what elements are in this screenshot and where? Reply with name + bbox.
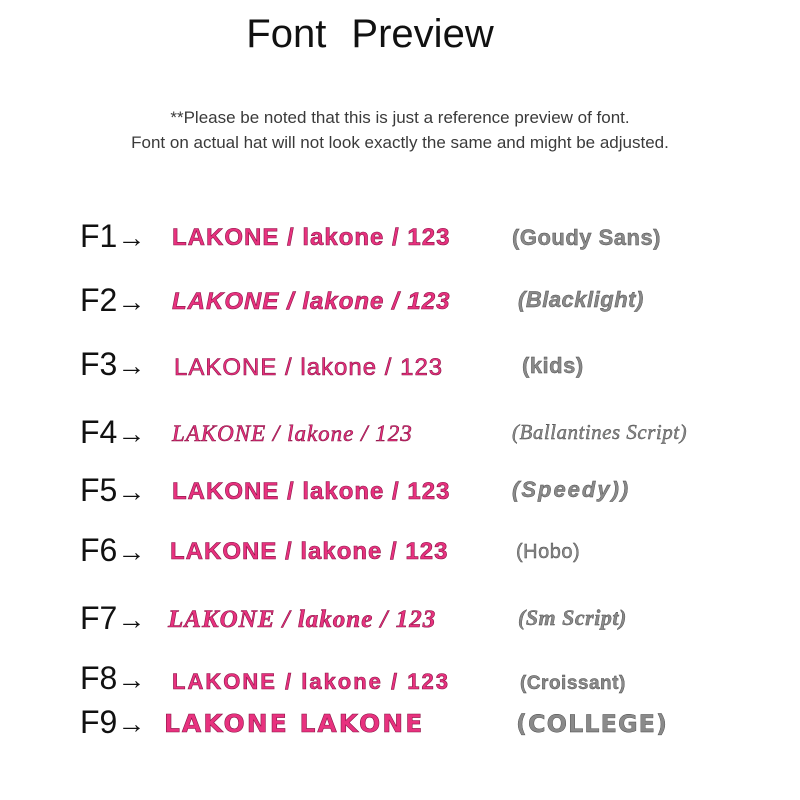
page-title: Font Preview [246,12,494,56]
font-sample: LAKONE / lakone / 123 [172,224,451,251]
arrow-icon: → [117,476,146,507]
font-row-f5 [0,470,800,520]
font-sample: LAKONE / lakone / 123 [174,354,444,381]
font-name: (Blacklight) [518,287,644,312]
font-code: F7→ [80,600,146,636]
font-code: F2→ [80,282,146,318]
font-row-f9 [0,702,800,752]
arrow-icon: → [117,222,146,253]
font-row-f6 [0,530,800,580]
font-row-f1 [0,216,800,266]
font-name: (Croissant) [520,673,626,694]
arrow-icon: → [117,604,146,635]
disclaimer-line-1: **Please be noted that this is just a reference preview of font. [170,108,630,127]
font-row-f3 [0,344,800,394]
font-sample: LAKONE LAKONE [164,709,425,738]
font-code: F1→ [80,218,146,254]
font-sample: LAKONE / lakone / 123 [170,538,449,565]
arrow-icon: → [117,350,146,381]
font-name: (Hobo) [516,541,581,563]
arrow-icon: → [117,536,146,567]
font-row-f8 [0,658,800,708]
font-code: F3→ [80,346,146,382]
font-sample: LAKONE / lakone / 123 [172,421,413,446]
font-name: (Speedy)) [512,477,631,502]
disclaimer-line-2: Font on actual hat will not look exactly the same and might be adjusted. [131,133,669,152]
arrow-icon: → [117,664,146,695]
font-sample: LAKONE / lakone / 123 [172,288,451,315]
font-name: (kids) [522,353,584,378]
arrow-icon: → [117,418,146,449]
font-sample: LAKONE / lakone / 123 [172,478,451,505]
font-row-f7 [0,598,800,648]
font-row-f2 [0,280,800,330]
font-name: (COLLEGE) [516,710,669,738]
font-code: F4→ [80,414,146,450]
font-code: F9→ [80,704,146,740]
font-code: F5→ [80,472,146,508]
font-name: (Ballantines Script) [512,420,688,444]
font-name: (Sm Script) [518,605,627,630]
font-row-f4 [0,412,800,462]
arrow-icon: → [117,286,146,317]
arrow-icon: → [117,708,146,739]
font-name: (Goudy Sans) [512,225,662,250]
font-code: F8→ [80,660,146,696]
font-code: F6→ [80,532,146,568]
font-sample: LAKONE / lakone / 123 [168,606,437,633]
font-sample: LAKONE / lakone / 123 [172,669,450,694]
